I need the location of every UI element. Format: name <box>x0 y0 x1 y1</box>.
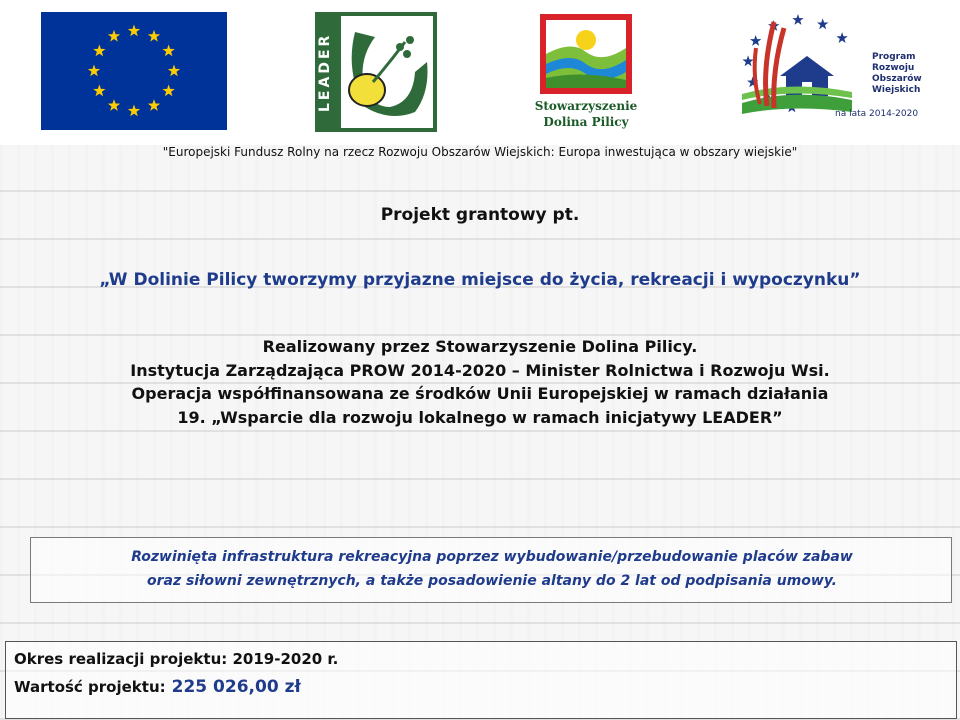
prow-star <box>750 35 761 46</box>
details-box <box>5 641 957 719</box>
eu-star <box>168 65 180 77</box>
eu-star <box>162 85 174 97</box>
eu-flag-logo <box>41 12 227 130</box>
value-amount: 225 026,00 zł <box>171 677 301 697</box>
prow-logo <box>722 8 932 132</box>
stowarzyszenie-line2: Dolina Pilicy <box>543 115 629 129</box>
stowarzyszenie-logo <box>522 12 650 134</box>
fund-line: "Europejski Fundusz Rolny na rzecz Rozwoju Obszarów Wiejskich: Europa inwestująca w obszary wiejskie" <box>162 145 798 159</box>
eu-star <box>128 105 140 117</box>
eu-star <box>93 85 105 97</box>
info-line-4: 19. „Wsparcie dla rozwoju lokalnego w ramach inicjatywy LEADER” <box>177 407 783 427</box>
prow-star <box>792 14 803 25</box>
info-line-1: Realizowany przez Stowarzyszenie Dolina Pilicy. <box>262 337 698 356</box>
eu-star <box>128 25 140 37</box>
leader-text: LEADER <box>317 32 333 112</box>
eu-star <box>93 45 105 57</box>
prow-line1: Program <box>872 52 916 62</box>
eu-stars-icon <box>41 12 227 130</box>
eu-star <box>148 99 160 111</box>
prow-star <box>817 18 828 29</box>
info-line-3: Operacja współfinansowana ze środków Unii Europejskiej w ramach działania <box>131 384 829 403</box>
project-title: „W Dolinie Pilicy tworzymy przyjazne miejsce do życia, rekreacji i wypoczynku” <box>99 270 861 290</box>
prow-line4: Wiejskich <box>872 85 921 95</box>
prow-line2: Rozwoju <box>872 63 915 73</box>
prow-wheat-house-icon <box>722 8 872 118</box>
logo-band <box>0 0 960 145</box>
goal-line-1: Rozwinięta infrastruktura rekreacyjna poprzez wybudowanie/przebudowanie placów zabaw <box>131 549 853 565</box>
prow-subtitle: na lata 2014-2020 <box>835 109 919 119</box>
eu-star <box>88 65 100 77</box>
eu-star <box>148 30 160 42</box>
eu-star <box>108 99 120 111</box>
value-row <box>14 677 301 697</box>
info-line-2: Instytucja Zarządzająca PROW 2014-2020 – Minister Rolnictwa i Rozwoju Wsi. <box>130 360 830 380</box>
prow-star <box>742 55 753 66</box>
heading: Projekt grantowy pt. <box>380 205 580 225</box>
value-label: Wartość projektu: <box>14 678 166 696</box>
goal-line-2: oraz siłowni zewnętrznych, a także posadowienie altany do 2 lat od podpisania umowy. <box>146 573 838 589</box>
eu-star <box>108 30 120 42</box>
stowarzyszenie-text <box>522 98 650 130</box>
leader-logo <box>315 12 437 132</box>
goal-box <box>30 537 952 603</box>
prow-text <box>872 52 932 96</box>
prow-line3: Obszarów <box>872 74 922 84</box>
info-block <box>0 335 960 429</box>
stowarzyszenie-line1: Stowarzyszenie <box>534 99 638 113</box>
period-row: Okres realizacji projektu: 2019-2020 r. <box>14 650 339 668</box>
river-valley-icon <box>522 12 650 98</box>
prow-star <box>836 32 847 43</box>
eu-star <box>162 45 174 57</box>
goal-text <box>31 545 953 593</box>
